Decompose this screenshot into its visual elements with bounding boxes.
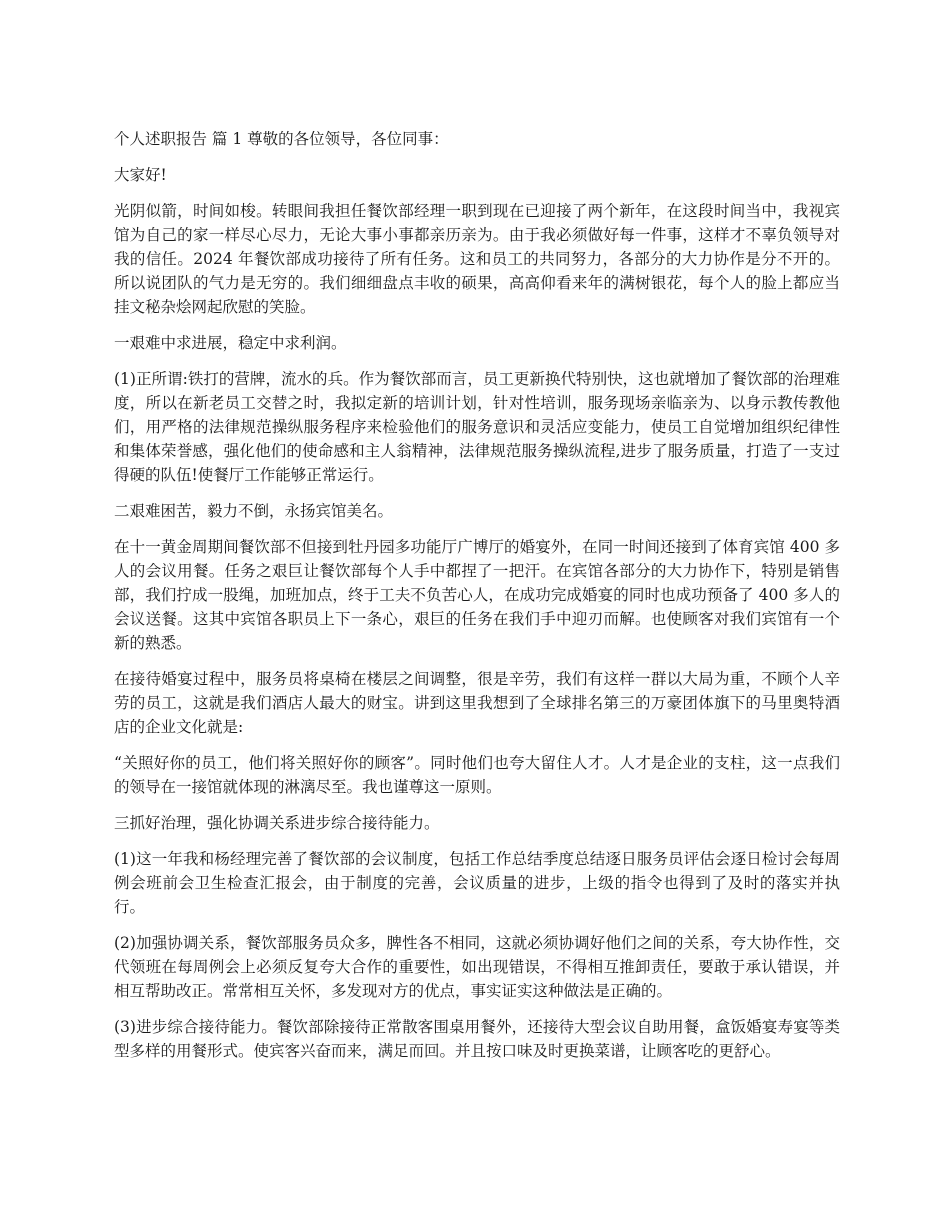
greeting: 大家好! — [114, 166, 167, 184]
section-2-paragraph-2: 在接待婚宴过程中，服务员将桌椅在楼层之间调整，很是辛劳，我们有这样一群以大局为重，不顾个人辛劳的员工，这就是我们酒店人最大的财宝。讲到这里我想到了全球排名第三的万豪团体旗下的马里奥特酒店的企业文化就是: — [114, 670, 840, 736]
section-heading-1: 一艰难中求进展，稳定中求利润。 — [114, 334, 347, 352]
intro-paragraph: 光阴似箭，时间如梭。转眼间我担任餐饮部经理一职到现在已迎接了两个新年，在这段时间当中，我视宾馆为自己的家一样尽心尽力，无论大事小事都亲历亲为。由于我必须做好每一件事，这样才不辜负领导对我的信任。2024 年餐饮部成功接待了所有任务。这和员工的共同努力，各部分的大力协作是分不开的。所以说团队的气力是无穷的。我们细细盘点丰收的硕果，高高仰看来年的满树银花，每个人的脸上都应当挂文秘杂烩网起欣慰的笑脸。 — [114, 202, 840, 316]
section-1-item-1: (1)正所谓:铁打的营牌，流水的兵。作为餐饮部而言，员工更新换代特别快，这也就增加了餐饮部的治理难度，所以在新老员工交替之时，我拟定新的培训计划，针对性培训，服务现场亲临亲为、以身示教传教他们，用严格的法律规范操纵服务程序来检验他们的服务意识和灵活应变能力，使员工自觉增加组织纪律性和集体荣誉感，强化他们的使命感和主人翁精神，法律规范服务操纵流程,进步了服务质量，打造了一支过得硬的队伍!使餐厅工作能够正常运行。 — [114, 370, 840, 484]
section-heading-3: 三抓好治理，强化协调关系进步综合接待能力。 — [114, 814, 440, 832]
section-heading-2: 二艰难困苦，毅力不倒，永扬宾馆美名。 — [114, 502, 394, 520]
section-3-item-3: (3)进步综合接待能力。餐饮部除接待正常散客围桌用餐外，还接待大型会议自助用餐，盒饭婚宴寿宴等类型多样的用餐形式。使宾客兴奋而来，满足而回。并且按口味及时更换菜谱，让顾客吃的更舒心。 — [114, 1018, 840, 1060]
report-heading: 个人述职报告 篇 1 尊敬的各位领导，各位同事： — [114, 130, 449, 148]
section-3-item-2: (2)加强协调关系，餐饮部服务员众多，脾性各不相同，这就必须协调好他们之间的关系，夸大协作性，交代领班在每周例会上必须反复夸大合作的重要性，如出现错误，不得相互推卸责任，要敢于承认错误，并相互帮助改正。常常相互关怀，多发现对方的优点，事实证实这种做法是正确的。 — [114, 934, 840, 1000]
section-2-quote-paragraph: “关照好你的员工，他们将关照好你的顾客”。同时他们也夸大留住人才。人才是企业的支柱，这一点我们的领导在一接馆就体现的淋漓尽至。我也谨尊这一原则。 — [114, 754, 840, 796]
section-2-paragraph-1: 在十一黄金周期间餐饮部不但接到牡丹园多功能厅广博厅的婚宴外，在同一时间还接到了体育宾馆 400 多人的会议用餐。任务之艰巨让餐饮部每个人手中都捏了一把汗。在宾馆各部分的大力协作下，特别是销售部，我们拧成一股绳，加班加点，终于工夫不负苦心人，在成功完成婚宴的同时也成功预备了 400 多人的会议送餐。这其中宾馆各职员上下一条心，艰巨的任务在我们手中迎刃而解。也使顾客对我们宾馆有一个新的熟悉。 — [114, 538, 840, 652]
section-3-item-1: (1)这一年我和杨经理完善了餐饮部的会议制度，包括工作总结季度总结逐日服务员评估会逐日检讨会每周例会班前会卫生检查汇报会，由于制度的完善，会议质量的进步，上级的指令也得到了及时的落实并执行。 — [114, 850, 840, 916]
